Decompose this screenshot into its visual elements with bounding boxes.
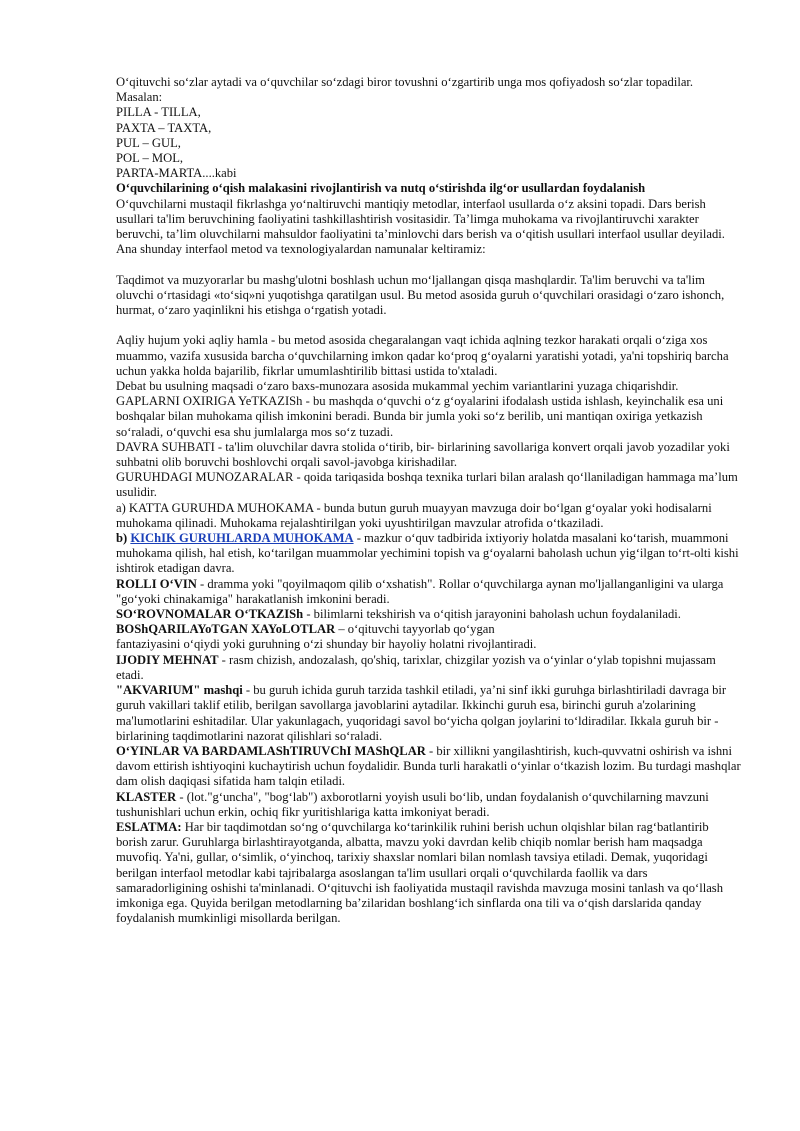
- sorov-text: - bilimlarni tekshirish va o‘qitish jarayonini baholash uchun foydalaniladi.: [303, 607, 681, 622]
- akvarium-paragraph: [116, 683, 742, 744]
- boshqarilayotgan-paragraph: [116, 622, 742, 637]
- guruhdagi-munozaralar-paragraph: GURUHDAGI MUNOZARALAR - qoida tariqasida boshqa texnika turlari bilan aralash qo‘llaniladigan hammaga ma’lum usulidir.: [116, 470, 738, 500]
- rolli-oyin-paragraph: [116, 577, 742, 607]
- eslatma-text: Har bir taqdimotdan so‘ng o‘quvchilarga ko‘tarinkilik ruhini berish uchun olqishlar bilan rag‘batlantirib borish zarur. Guruhlarga birlashtirayotganda, albatta, mavzu yoki davrdan kelib chiqib nomlar berish ham maqsadga muvofiq. Ya'ni, gullar, o‘simlik, o‘yinchoq, tarixiy shaxslar nomlari bilan nomlash tavsiya etiladi. Demak, yuqoridagi berilgan interfaol metodlar kabi tajribalarga asoslangan ta'lim usullari orqali o‘quvchilarda faollik va dars samaradorligining oshishi ta'minlanadi. O‘qituvchi ish faoliyatida mustaqil ravishda mavzuga mosini tanlash va qo‘llash imkoniga ega. Quyida berilgan metodlarning ba’zilaridan boshlang‘ich sinflarda ona tili va o‘qish darslarida qanday foydalanish mumkinligi misollarda berilgan.: [116, 819, 723, 926]
- section-heading: O‘quvchilarining o‘qish malakasini rivojlantirish va nutq o‘stirishda ilg‘or usullardan foydalanish: [116, 181, 646, 196]
- kichik-text: - mazkur o‘quv tadbirida ixtiyoriy holatda masalani ko‘tarish, muammoni muhokama qilish, hal etish, ko‘tarilgan muammolar yechimini topish va g‘oyalarni baholash uchun yig‘ilgan to‘rt-olti kishi ishtirok etadigan davra.: [116, 531, 739, 576]
- oyinlar-term: O‘YINLAR VA BARDAMLAShTIRUVChI MAShQLAR: [116, 743, 426, 758]
- example-item: PILLA - TILLA,: [116, 105, 201, 120]
- klaster-paragraph: [116, 790, 742, 820]
- oyinlar-text: - bir xillikni yangilashtirish, kuch-quvvatni oshirish va ishni davom ettirish ishtiyoqini kuchaytirish uchun foydalidir. Bunda turli harakatli o‘yinlar o‘tkazish lozim. Bu turdagi mashqlar dam olish daqiqasi sifatida ham talqin etiladi.: [116, 743, 741, 789]
- klaster-text: - (lot."g‘uncha", "bog‘lab") axborotlarni yoyish usuli bo‘lib, undan foydalanish o‘quvchilarning mavzuni tushunishlari uchun erkin, ochiq fikr yuritishlariga katta imkoniyat beradi.: [116, 789, 709, 819]
- eslatma-paragraph: [116, 820, 742, 926]
- ijodiy-mehnat-paragraph: [116, 653, 742, 683]
- debat-paragraph: Debat bu usulning maqsadi o‘zaro baxs-munozara asosida mukammal yechim variantlarini yuzaga chiqarishdir.: [116, 379, 679, 394]
- bosh-term: BOShQARILAYoTGAN XAYoLOTLAR: [116, 622, 336, 637]
- katta-guruh-paragraph: a) KATTA GURUHDA MUHOKAMA - bunda butun guruh muayyan mavzuga doir bo‘lgan g‘oyalar yoki hodisalarni muhokama qilinadi. Muhokama rejalashtirilgan yoki uyushtirilgan mavzular atrofida o‘tkaziladi.: [116, 500, 712, 530]
- rolli-term: ROLLI O‘VIN: [116, 576, 197, 591]
- blank-line: [116, 257, 742, 272]
- oyinlar-paragraph: [116, 744, 742, 790]
- bosh-text: – o‘qituvchi tayyorlab qo‘ygan: [335, 622, 495, 637]
- example-item: PAXTA – TAXTA,: [116, 120, 212, 135]
- davra-suhbati-paragraph: DAVRA SUHBATI - ta'lim oluvchilar davra stolida o‘tirib, bir- birlarining savollariga konvert orqali javob yozadilar yoki suhbatni olib boruvchi boshlovchi orqali savol-javobga kirishadilar.: [116, 439, 730, 470]
- ijodiy-term: IJODIY MEHNAT: [116, 652, 219, 667]
- aqliy-hujum-paragraph: Aqliy hujum yoki aqliy hamla - bu metod asosida chegaralangan vaqt ichida aqlning tezkor harakati orqali o‘ziga xos muammo, vazifa xususida barcha o‘quvchilarning imkon qadar ko‘proq g‘oyalarni yaratishi yotadi, ya'ni topshiriq barcha uchun yakka holda bajarilib, fikrlar umumlashtirilib bittasi ustida to'xtaladi.: [116, 333, 729, 378]
- example-item: PUL – GUL,: [116, 135, 181, 150]
- kichik-guruh-link[interactable]: KIChIK GURUHLARDA MUHOKAMA: [130, 531, 354, 546]
- intro-paragraph: O‘qituvchi so‘zlar aytadi va o‘quvchilar so‘zdagi biror tovushni o‘zgartirib unga mos qofiyadosh so‘zlar topadilar.: [116, 75, 694, 89]
- blank-line: [116, 318, 742, 333]
- rolli-text: - dramma yoki "qoyilmaqom qilib o‘xshatish". Rollar o‘quvchilarga aynan mo'ljallanganligini va ularga "go‘yoki chinakamiga" harakatlanish imkonini beradi.: [116, 576, 724, 606]
- example-item: POL – MOL,: [116, 151, 184, 166]
- kichik-prefix: b): [116, 531, 131, 546]
- ijodiy-text: - rasm chizish, andozalash, qo'shiq, tarixlar, chizgilar yozish va o‘yinlar o‘ylab topishni mujassam etadi.: [116, 652, 716, 682]
- boshqarilayotgan-line2: fantaziyasini o‘qiydi yoki guruhning o‘zi shunday bir hayoliy holatni rivojlantiradi.: [116, 637, 537, 652]
- klaster-term: KLASTER: [116, 789, 177, 804]
- eslatma-term: ESLATMA:: [116, 819, 182, 834]
- kichik-guruh-paragraph: [116, 531, 742, 577]
- example-item: PARTA-MARTA....kabi: [116, 166, 237, 181]
- akvarium-text: - bu guruh ichida guruh tarzida tashkil etiladi, ya’ni sinf ikki guruhga birlashtiriladi davraga bir guruh vakillari taklif etilib, berilgan savollarga javoblarini aytadilar. Ikkinchi guruh esa, birinchi guruh a'zolarining ma'lumotlarini eshitadilar. Ular yakunlagach, yuqoridagi savol bo‘yicha qolgan joylarini to‘ldiradilar. Ikkala guruh bir - birlarining taqdimotlarini nazorat qilishlari so‘raladi.: [116, 683, 727, 743]
- example-label: Masalan:: [116, 90, 163, 105]
- taqdimot-paragraph: Taqdimot va muzyorarlar bu mashg'ulotni boshlash uchun mo‘ljallangan qisqa mashqlardir. Ta'lim beruvchi va ta'lim oluvchi o‘rtasidagi «to‘siq»ni yuqotishga qaratilgan usul. Bu metod asosida guruh o‘quvchilari orasidagi o‘zaro ishonch, hurmat, o‘zaro yaqinlikni his etishga o‘rgatish yotadi.: [116, 272, 725, 318]
- methods-intro-paragraph: O‘quvchilarni mustaqil fikrlashga yo‘naltiruvchi mantiqiy metodlar, interfaol usullarda o‘z aksini topadi. Dars berish usullari ta'lim beruvchining faoliyatini tashkillashtirish vositasidir. Ta’limga muhokama va rivojlantiruvchi xarakter beruvchi, ta’lim oluvchilarni mahsuldor faoliyatini ta’minlovchi dars berish va o‘qitish usullari interfaol usullar deyiladi. Ana shunday interfaol metod va texnologiyalardan namunalar keltiramiz:: [116, 196, 725, 257]
- gaplarni-paragraph: GAPLARNI OXIRIGA YeTKAZISh - bu mashqda o‘quvchi o‘z g‘oyalarini ifodalash ustida ishlash, keyinchalik esa uni boshqalar bilan muhokama qilish imkonini beradi. Bunda bir jumla yoki so‘z berilib, uni mantiqan oxiriga yetkazish so‘raladi, o‘quvchi esa shu jumlalarga mos so‘z tuzadi.: [116, 394, 724, 439]
- akvarium-term: "AKVARIUM" mashqi: [116, 683, 243, 698]
- sorov-term: SO‘ROVNOMALAR O‘TKAZISh: [116, 607, 304, 622]
- sorovnoma-paragraph: [116, 607, 742, 622]
